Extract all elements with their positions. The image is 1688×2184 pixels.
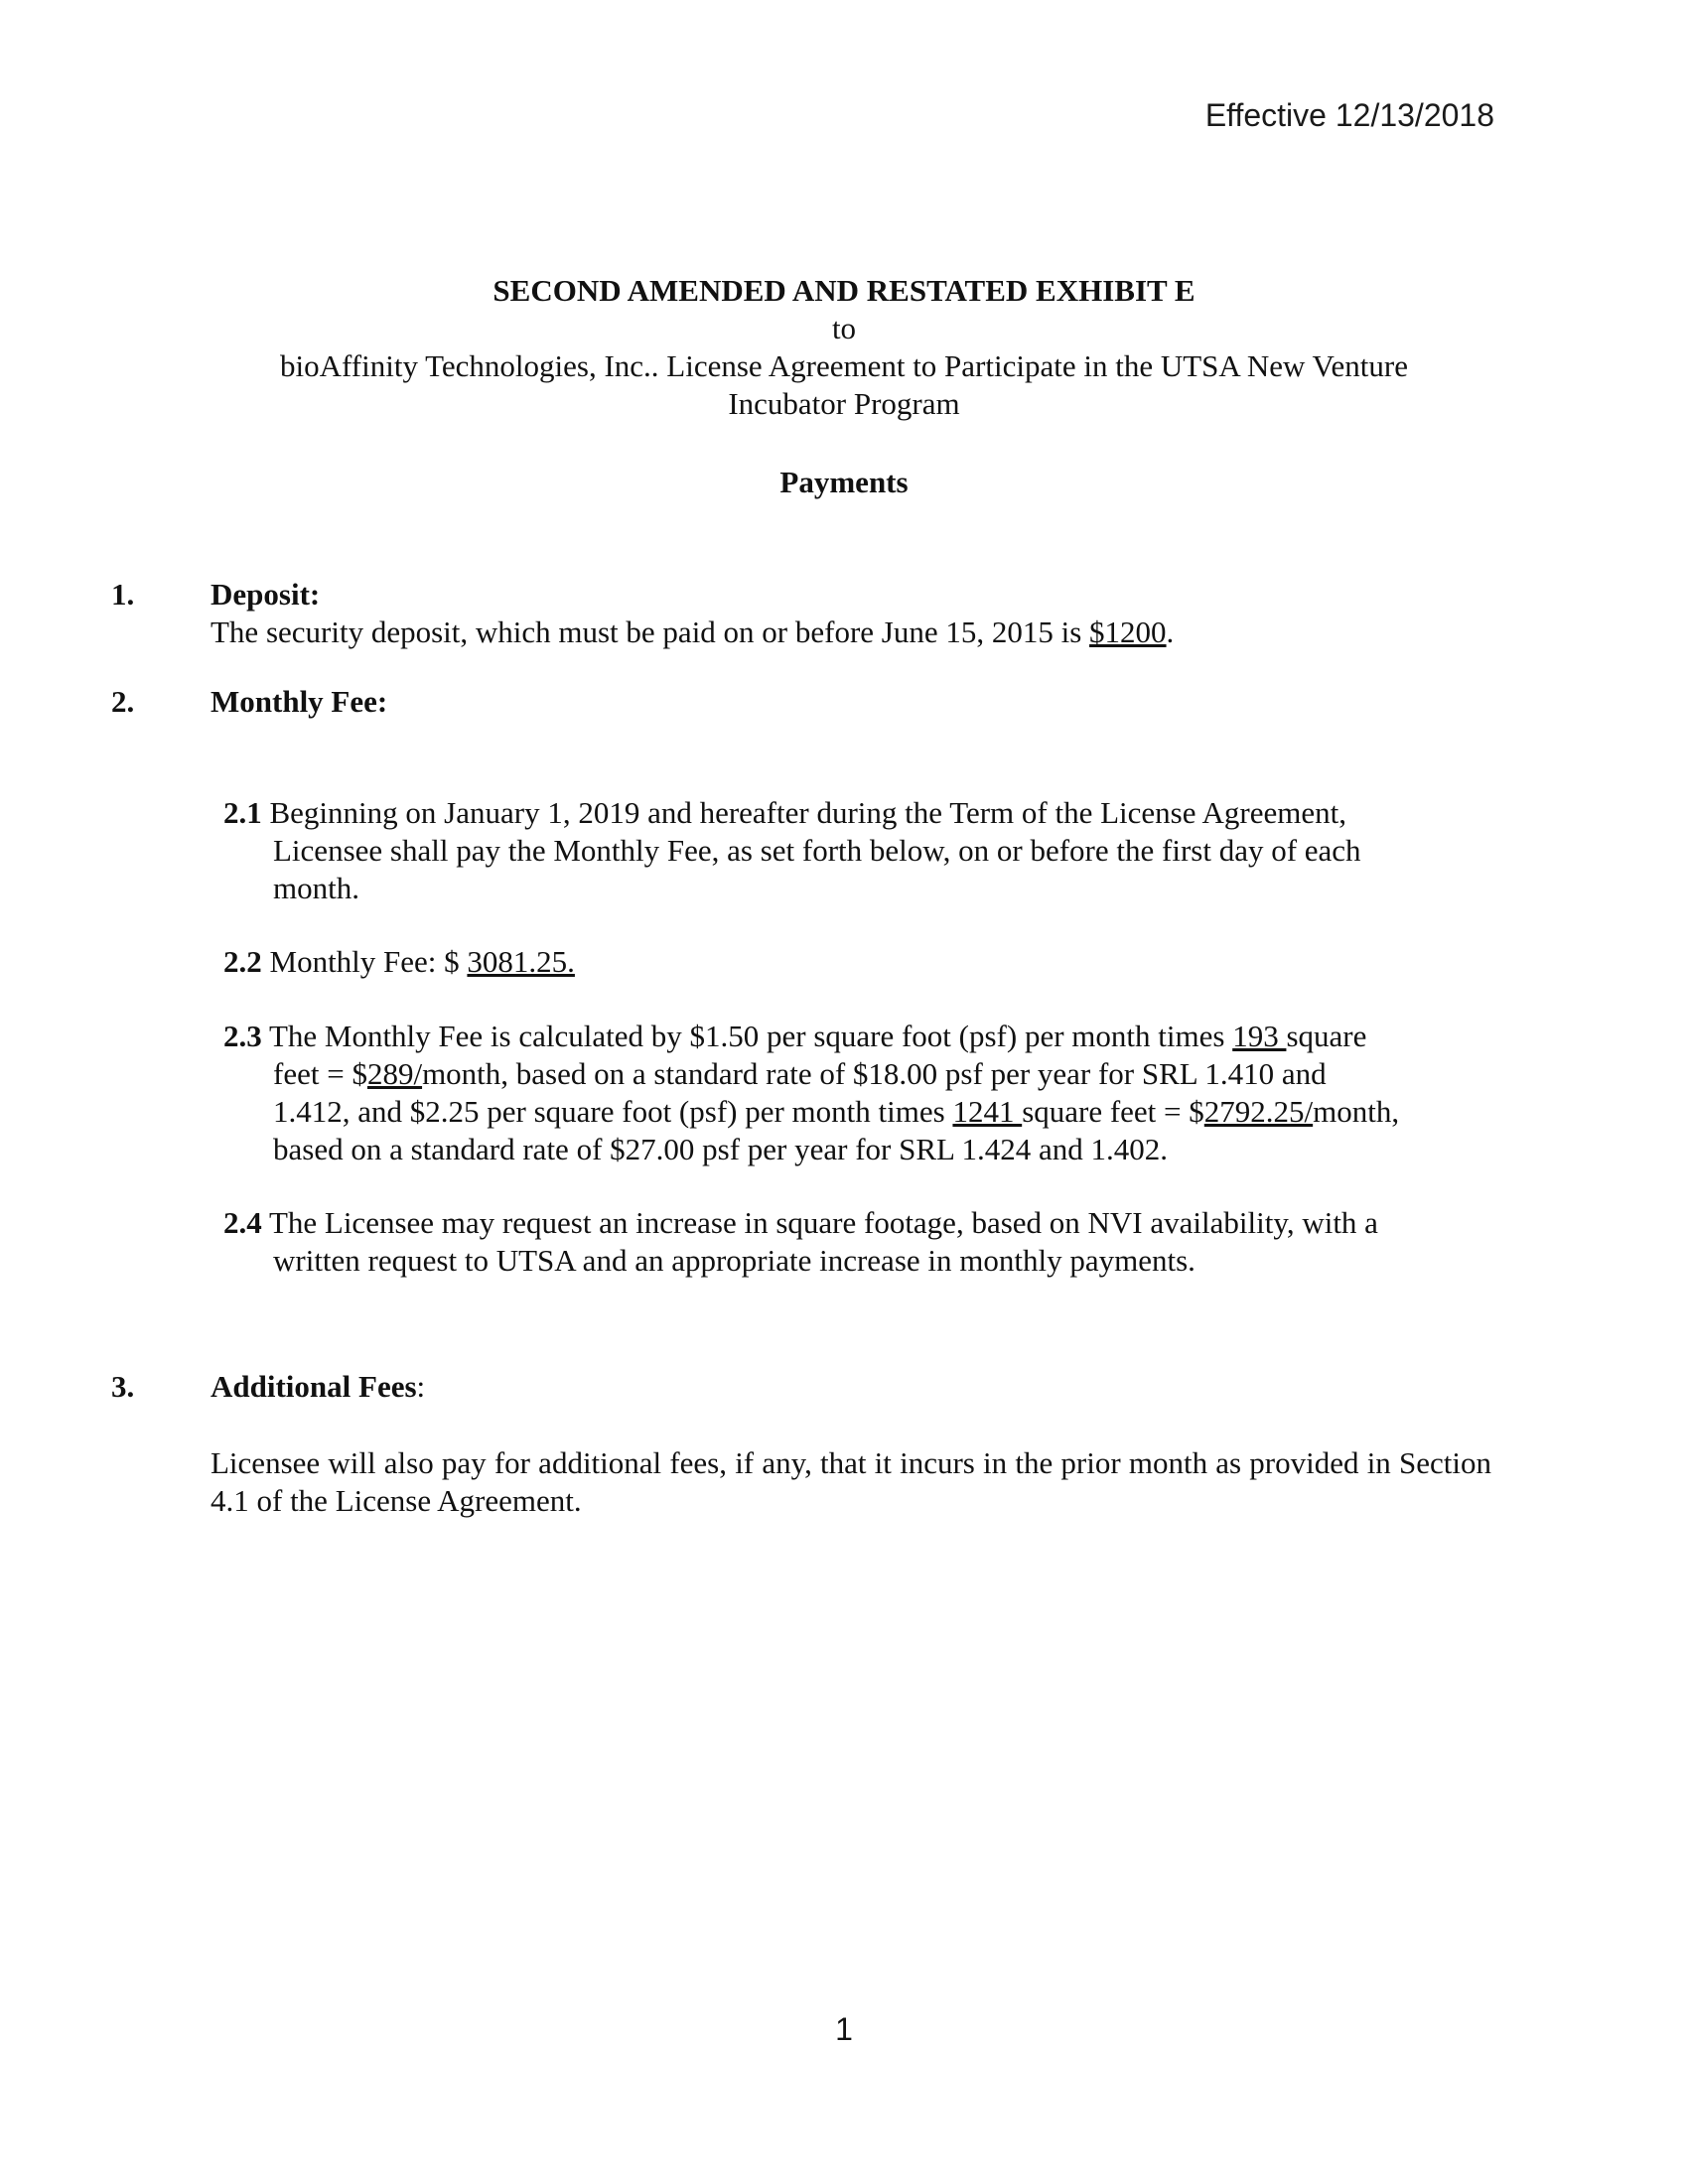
title-connector: to xyxy=(831,311,857,345)
subsection-2-4 xyxy=(223,1204,1494,1280)
subsection-text: Beginning on January 1, 2019 and hereafter during the Term of the License Agreement, xyxy=(261,795,1347,830)
monthly-fee-label: Monthly Fee: $ xyxy=(261,944,468,979)
subsection-text: feet = $ xyxy=(273,1056,367,1091)
monthly-fee-amount: 3081.25. xyxy=(467,944,575,979)
section-number: 3. xyxy=(111,1369,135,1404)
deposit-text xyxy=(211,614,1174,651)
subsection-label: 2.2 xyxy=(223,944,262,979)
subsection-2-3 xyxy=(223,1018,1494,1168)
subsection-2-2 xyxy=(223,943,1494,981)
subtitle-line-2: Incubator Program xyxy=(728,386,960,421)
deposit-text-before: The security deposit, which must be paid on or before June 15, 2015 is xyxy=(211,614,1090,649)
subsection-text: 1.412, and $2.25 per square foot (psf) per month times xyxy=(273,1094,953,1129)
section-number: 1. xyxy=(111,577,135,612)
subsection-text: Licensee shall pay the Monthly Fee, as set forth below, on or before the first day of each xyxy=(273,833,1361,868)
subsection-text: month. xyxy=(273,871,359,905)
document-subtitle xyxy=(199,347,1489,423)
deposit-amount: $1200 xyxy=(1089,614,1167,649)
subsection-text: square xyxy=(1286,1019,1367,1053)
subsection-text: month, based on a standard rate of $18.00 psf per year for SRL 1.410 and xyxy=(422,1056,1327,1091)
effective-date: Effective 12/13/2018 xyxy=(1204,97,1494,133)
section-heading: Deposit: xyxy=(211,577,321,612)
document-title: SECOND AMENDED AND RESTATED EXHIBIT E xyxy=(492,273,1196,308)
subsection-label: 2.1 xyxy=(223,795,262,830)
fee-amount-2: 2792.25/ xyxy=(1203,1094,1314,1129)
section-heading xyxy=(211,1368,425,1406)
subsection-text: The Licensee may request an increase in square footage, based on NVI availability, with a xyxy=(261,1205,1378,1240)
subtitle-line-1: bioAffinity Technologies, Inc.. License Agreement to Participate in the UTSA New Venture xyxy=(280,348,1408,383)
subsection-text: The Monthly Fee is calculated by $1.50 per square foot (psf) per month times xyxy=(261,1019,1233,1053)
payments-heading: Payments xyxy=(779,465,909,499)
section-number: 2. xyxy=(111,684,135,719)
page-number: 1 xyxy=(835,2011,853,2047)
subsection-text: month, xyxy=(1313,1094,1400,1129)
fee-amount-1: 289/ xyxy=(366,1056,423,1091)
deposit-text-after: . xyxy=(1166,614,1175,649)
subsection-label: 2.3 xyxy=(223,1019,262,1053)
subsection-text: square feet = $ xyxy=(1022,1094,1204,1129)
subsection-text: based on a standard rate of $27.00 psf per year for SRL 1.424 and 1.402. xyxy=(273,1132,1169,1166)
heading-colon: : xyxy=(416,1369,426,1404)
area-sqft-2: 1241 xyxy=(952,1094,1023,1129)
subsection-2-1 xyxy=(223,794,1494,907)
section-heading: Monthly Fee: xyxy=(211,684,388,719)
additional-fees-heading: Additional Fees xyxy=(211,1369,417,1404)
document-title-block xyxy=(0,272,1688,423)
additional-fees-text: Licensee will also pay for additional fees, if any, that it incurs in the prior month as provided in Section 4.1 of the License Agreement. xyxy=(211,1445,1491,1518)
subsection-label: 2.4 xyxy=(223,1205,262,1240)
subsection-text: written request to UTSA and an appropriate increase in monthly payments. xyxy=(273,1243,1196,1278)
area-sqft-1: 193 xyxy=(1232,1019,1287,1053)
